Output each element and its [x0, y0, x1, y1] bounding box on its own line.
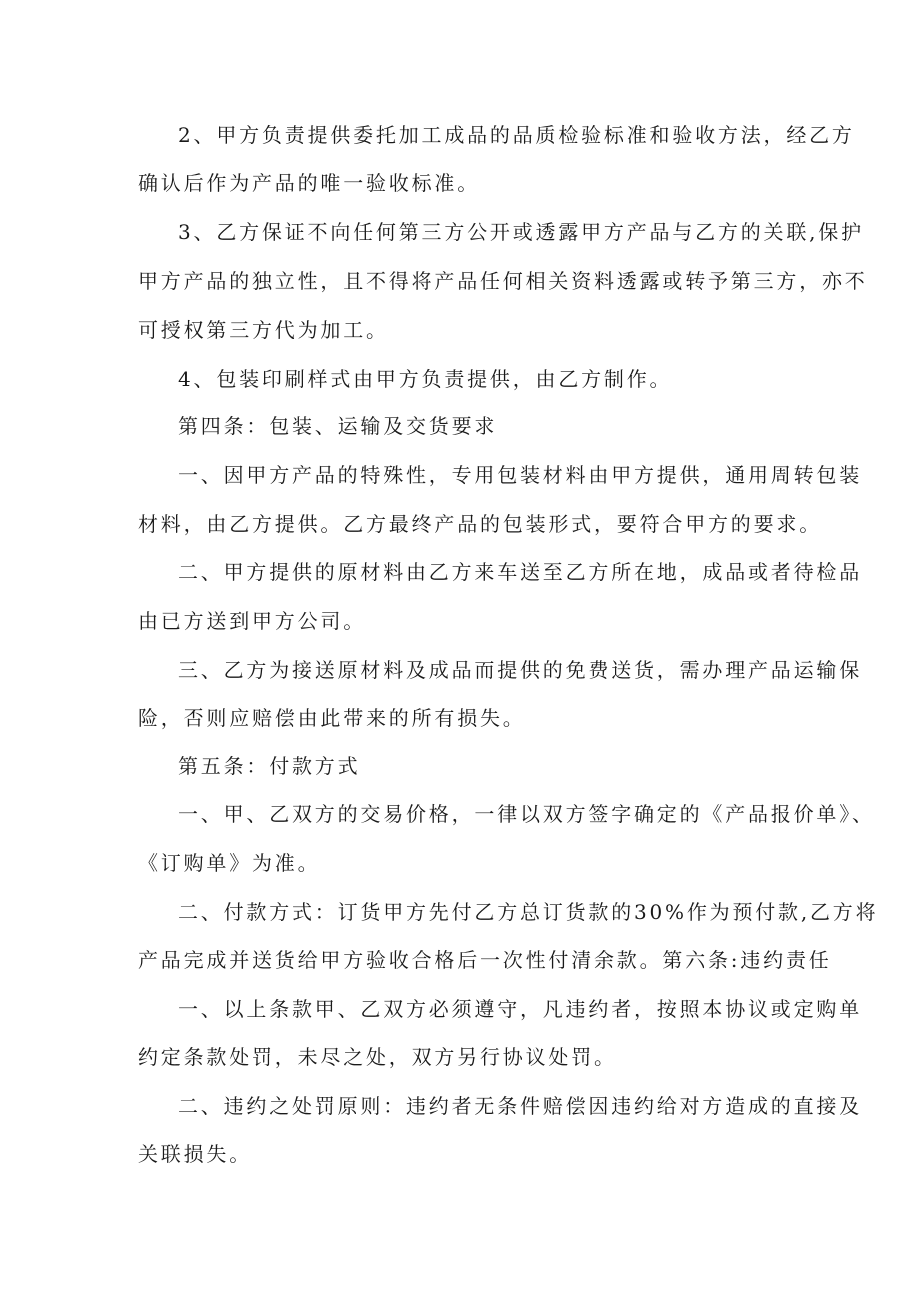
clause-3-3-line-1: 3、乙方保证不向任何第三方公开或透露甲方产品与乙方的关联,保护 — [178, 220, 864, 244]
clause-3-2-line-1: 2、甲方负责提供委托加工成品的品质检验标准和验收方法，经乙方 — [178, 123, 855, 147]
article-4-heading: 第四条：包装、运输及交货要求 — [178, 414, 498, 438]
clause-4-2-line-2: 由已方送到甲方公司。 — [138, 609, 366, 633]
clause-4-3-line-1: 三、乙方为接送原材料及成品而提供的免费送货，需办理产品运输保 — [178, 658, 862, 682]
clause-5-2-line-1: 二、付款方式：订货甲方先付乙方总订货款的30%作为预付款,乙方将 — [178, 900, 879, 924]
clause-6-1-line-2: 约定条款处罚，未尽之处，双方另行协议处罚。 — [138, 1045, 617, 1069]
clause-4-1-line-2: 材料，由乙方提供。乙方最终产品的包装形式，要符合甲方的要求。 — [138, 512, 822, 536]
clause-4-1-line-1: 一、因甲方产品的特殊性，专用包装材料由甲方提供，通用周转包装 — [178, 463, 862, 487]
clause-6-2-line-1: 二、违约之处罚原则：违约者无条件赔偿因违约给对方造成的直接及 — [178, 1094, 862, 1118]
clause-3-4-line-1: 4、包装印刷样式由甲方负责提供，由乙方制作。 — [178, 367, 673, 391]
clause-6-2-line-2: 关联损失。 — [138, 1142, 252, 1166]
clause-4-3-line-2: 险，否则应赔偿由此带来的所有损失。 — [138, 706, 526, 730]
clause-5-1-line-1: 一、甲、乙双方的交易价格，一律以双方签字确定的《产品报价单》、 — [178, 802, 875, 826]
clause-3-2-line-2: 确认后作为产品的唯一验收标准。 — [138, 171, 480, 195]
article-5-heading: 第五条：付款方式 — [178, 754, 361, 778]
clause-4-2-line-1: 二、甲方提供的原材料由乙方来车送至乙方所在地，成品或者待检品 — [178, 560, 862, 584]
clause-5-1-line-2: 《订购单》为准。 — [138, 851, 321, 875]
clause-6-1-line-1: 一、以上条款甲、乙双方必须遵守，凡违约者，按照本协议或定购单 — [178, 997, 862, 1021]
clause-3-3-line-3: 可授权第三方代为加工。 — [138, 318, 389, 342]
clause-5-2-line-2: 产品完成并送货给甲方验收合格后一次性付清余款。第六条:违约责任 — [138, 948, 832, 972]
clause-3-3-line-2: 甲方产品的独立性，且不得将产品任何相关资料透露或转予第三方，亦不 — [138, 269, 868, 293]
